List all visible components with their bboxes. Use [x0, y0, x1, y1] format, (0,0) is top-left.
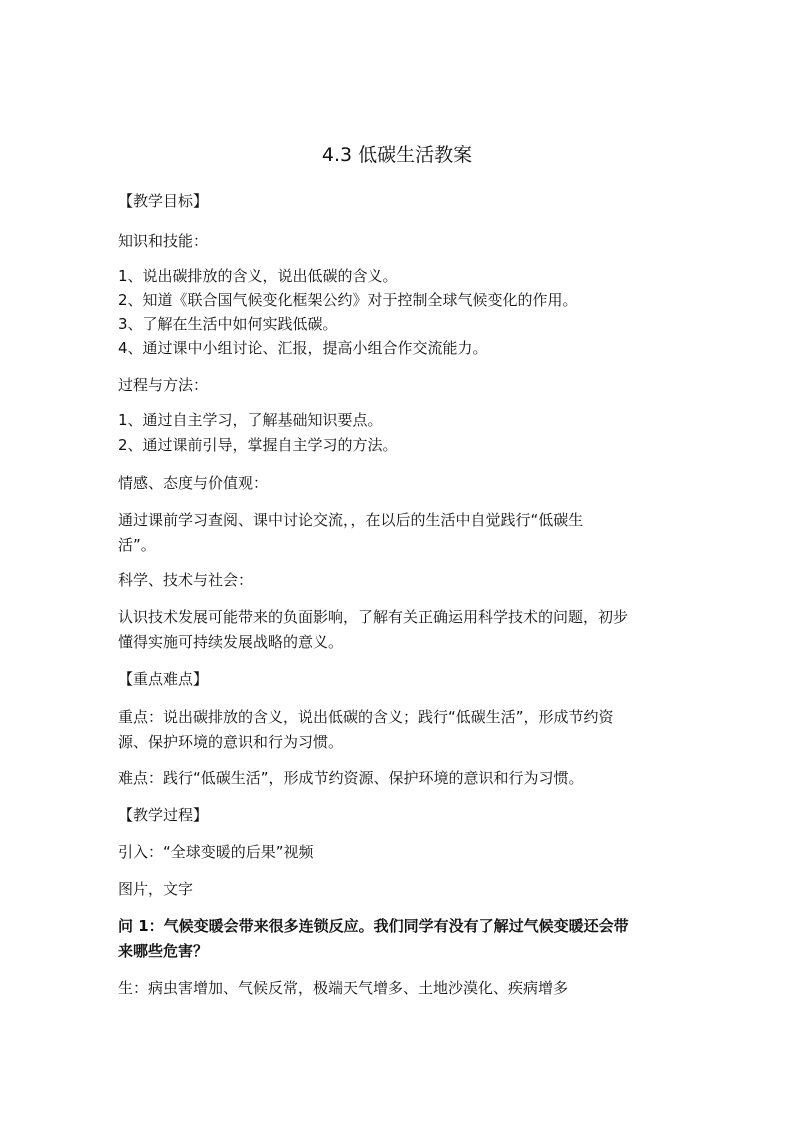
- knowledge-item-3: 3、了解在生活中如何实践低碳。: [118, 315, 338, 333]
- key-points-heading: 【重点难点】: [118, 670, 209, 688]
- sts-text-line-1: 认识技术发展可能带来的负面影响，了解有关正确运用科学技术的问题，初步: [118, 608, 629, 626]
- key-point-line-2: 源、保护环境的意识和行为习惯。: [118, 733, 344, 751]
- objectives-heading: 【教学目标】: [118, 192, 209, 210]
- key-point-line-1: 重点：说出碳排放的含义，说出低碳的含义；践行“低碳生活”，形成节约资: [118, 708, 614, 726]
- media-line: 图片，文字: [118, 880, 194, 898]
- process-item-1: 1、通过自主学习，了解基础知识要点。: [118, 411, 383, 429]
- emotion-text-line-1: 通过课前学习查阅、课中讨论交流，，在以后的生活中自觉践行“低碳生: [118, 511, 584, 529]
- process-heading: 过程与方法：: [118, 376, 209, 394]
- teaching-process-heading: 【教学过程】: [118, 806, 209, 824]
- intro-line: 引入：“全球变暖的后果”视频: [118, 843, 314, 861]
- question-1-line-1: 问 1：气候变暖会带来很多连锁反应。我们同学有没有了解过气候变暖还会带: [118, 917, 629, 935]
- sts-text-line-2: 懂得实施可持续发展战略的意义。: [118, 633, 344, 651]
- knowledge-item-4: 4、通过课中小组讨论、汇报，提高小组合作交流能力。: [118, 339, 488, 357]
- emotion-text-line-2: 活”。: [118, 536, 156, 554]
- knowledge-heading: 知识和技能：: [118, 232, 209, 250]
- knowledge-item-1: 1、说出碳排放的含义，说出低碳的含义。: [118, 267, 398, 285]
- question-1-line-2: 来哪些危害？: [118, 942, 209, 960]
- emotion-heading: 情感、态度与价值观：: [118, 474, 269, 492]
- document-title: 4.3 低碳生活教案: [321, 144, 473, 166]
- knowledge-item-2: 2、知道《联合国气候变化框架公约》对于控制全球气候变化的作用。: [118, 291, 578, 309]
- difficulty-line: 难点：践行“低碳生活”，形成节约资源、保护环境的意识和行为习惯。: [118, 769, 584, 787]
- sts-heading: 科学、技术与社会：: [118, 571, 254, 589]
- student-answer: 生：病虫害增加、气候反常，极端天气增多、土地沙漠化、疾病增多: [118, 979, 569, 997]
- process-item-2: 2、通过课前引导，掌握自主学习的方法。: [118, 436, 398, 454]
